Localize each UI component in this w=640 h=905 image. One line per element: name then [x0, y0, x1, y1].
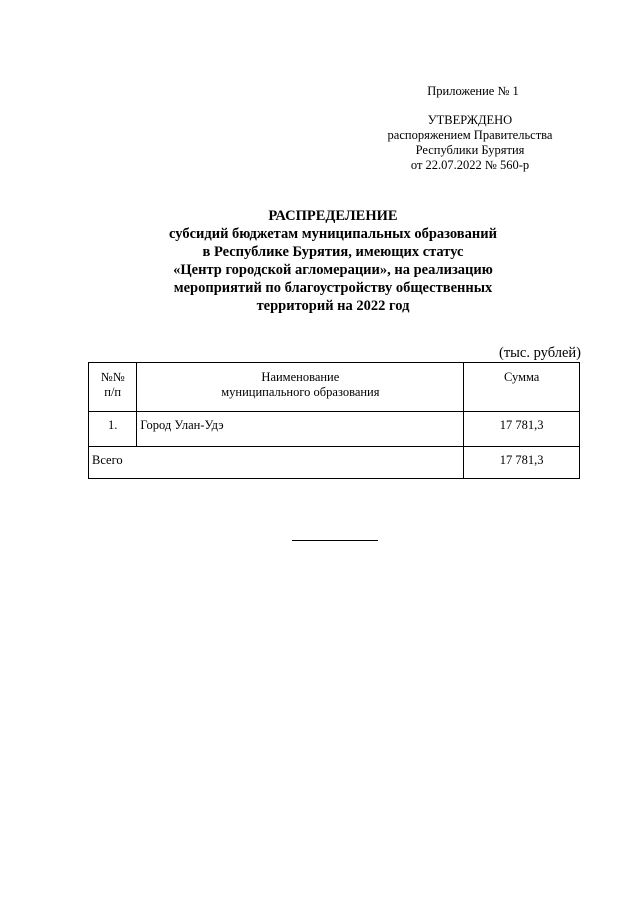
header-number-line-2: п/п	[104, 385, 122, 399]
document-heading	[140, 207, 526, 315]
document-title: РАСПРЕДЕЛЕНИЕ	[268, 208, 398, 224]
heading-line-5: территорий на 2022 год	[256, 298, 410, 314]
approved-label: УТВЕРЖДЕНО	[427, 113, 513, 127]
header-number	[89, 363, 137, 412]
table-header-row	[89, 363, 580, 412]
approval-block	[370, 84, 570, 173]
heading-line-1: субсидий бюджетам муниципальных образований	[169, 226, 497, 242]
approval-date-number: от 22.07.2022 № 560-р	[410, 158, 530, 172]
approval-authority: Республики Бурятия	[415, 143, 525, 157]
header-sum: Сумма	[464, 363, 580, 412]
annex-number: Приложение № 1	[427, 84, 519, 98]
end-divider	[292, 540, 378, 541]
heading-line-2: в Республике Бурятия, имеющих статус	[202, 244, 464, 260]
header-number-line-1: №№	[100, 370, 125, 384]
header-name-line-2: муниципального образования	[221, 385, 380, 399]
heading-line-3: «Центр городской агломерации», на реализацию	[173, 262, 493, 278]
distribution-table	[88, 362, 580, 479]
total-label: Всего	[89, 447, 464, 479]
row-municipality: Город Улан-Удэ	[137, 412, 464, 447]
row-sum: 17 781,3	[464, 412, 580, 447]
header-name-line-1: Наименование	[261, 370, 340, 384]
heading-line-4: мероприятий по благоустройству общественных	[173, 280, 493, 296]
unit-label: (тыс. рублей)	[499, 345, 581, 361]
table-total-row	[89, 447, 580, 479]
row-number: 1.	[89, 412, 137, 447]
approval-order-line: распоряжением Правительства	[387, 128, 553, 142]
table-row	[89, 412, 580, 447]
header-name	[137, 363, 464, 412]
total-sum: 17 781,3	[464, 447, 580, 479]
